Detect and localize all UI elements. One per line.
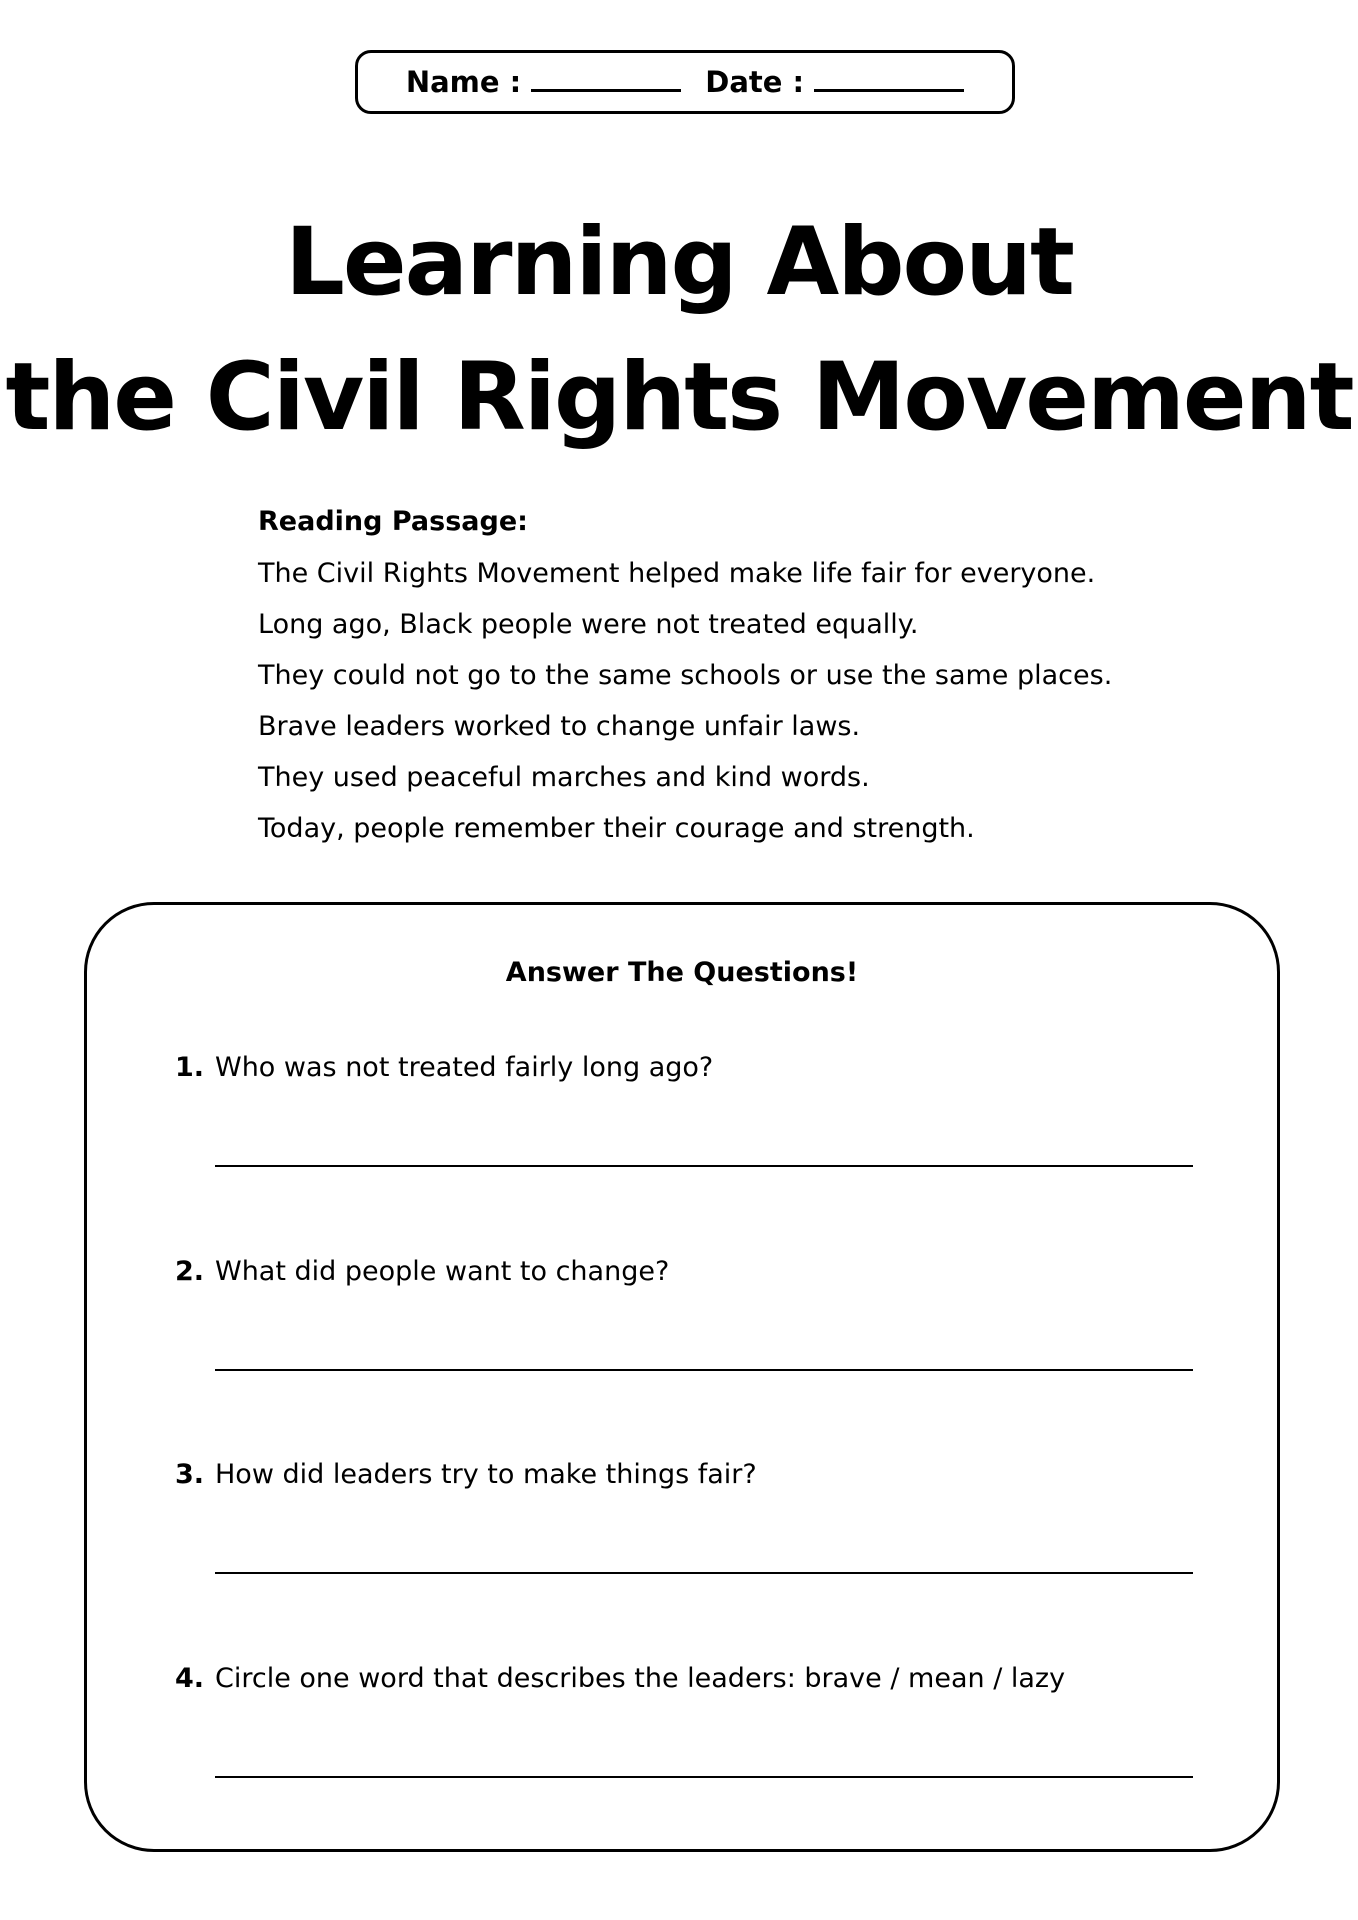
question-text: What did people want to change?: [215, 1256, 670, 1287]
passage-line: They could not go to the same schools or use the same places.: [258, 660, 1113, 691]
name-label: Name :: [405, 65, 522, 99]
name-blank-line[interactable]: [531, 65, 681, 92]
name-date-row: [358, 53, 1012, 111]
questions-heading: Answer The Questions!: [505, 957, 859, 988]
question-4: [175, 1659, 1175, 1699]
passage-line: Today, people remember their courage and strength.: [258, 813, 975, 844]
question-text: Who was not treated fairly long ago?: [215, 1052, 714, 1083]
answer-line-1[interactable]: [215, 1165, 1193, 1167]
title-line-2: the Civil Rights Movement: [5, 343, 1353, 452]
passage-line: Brave leaders worked to change unfair laws.: [258, 711, 861, 742]
date-label: Date :: [705, 65, 805, 99]
answer-line-4[interactable]: [215, 1776, 1193, 1778]
title-line-1: Learning About: [285, 208, 1073, 317]
answer-line-3[interactable]: [215, 1572, 1193, 1574]
passage-line: They used peaceful marches and kind words.: [258, 762, 870, 793]
date-field[interactable]: [705, 65, 964, 99]
answer-line-2[interactable]: [215, 1369, 1193, 1371]
question-1: [175, 1048, 1175, 1088]
question-2: [175, 1252, 1175, 1292]
passage-line: Long ago, Black people were not treated equally.: [258, 609, 919, 640]
questions-box: [84, 902, 1280, 1852]
question-text: Circle one word that describes the leaders: brave / mean / lazy: [215, 1663, 1066, 1694]
page-title: [0, 195, 1358, 465]
question-text: How did leaders try to make things fair?: [215, 1459, 757, 1490]
passage-heading: Reading Passage:: [258, 506, 528, 537]
question-number: 2.: [175, 1256, 205, 1287]
name-field[interactable]: [406, 65, 681, 99]
passage-line: The Civil Rights Movement helped make life fair for everyone.: [258, 558, 1096, 589]
question-number: 4.: [175, 1663, 205, 1694]
name-date-box: [355, 50, 1015, 114]
question-number: 3.: [175, 1459, 205, 1490]
reading-passage: [258, 498, 1198, 854]
date-blank-line[interactable]: [814, 65, 964, 92]
question-number: 1.: [175, 1052, 205, 1083]
question-3: [175, 1455, 1175, 1495]
